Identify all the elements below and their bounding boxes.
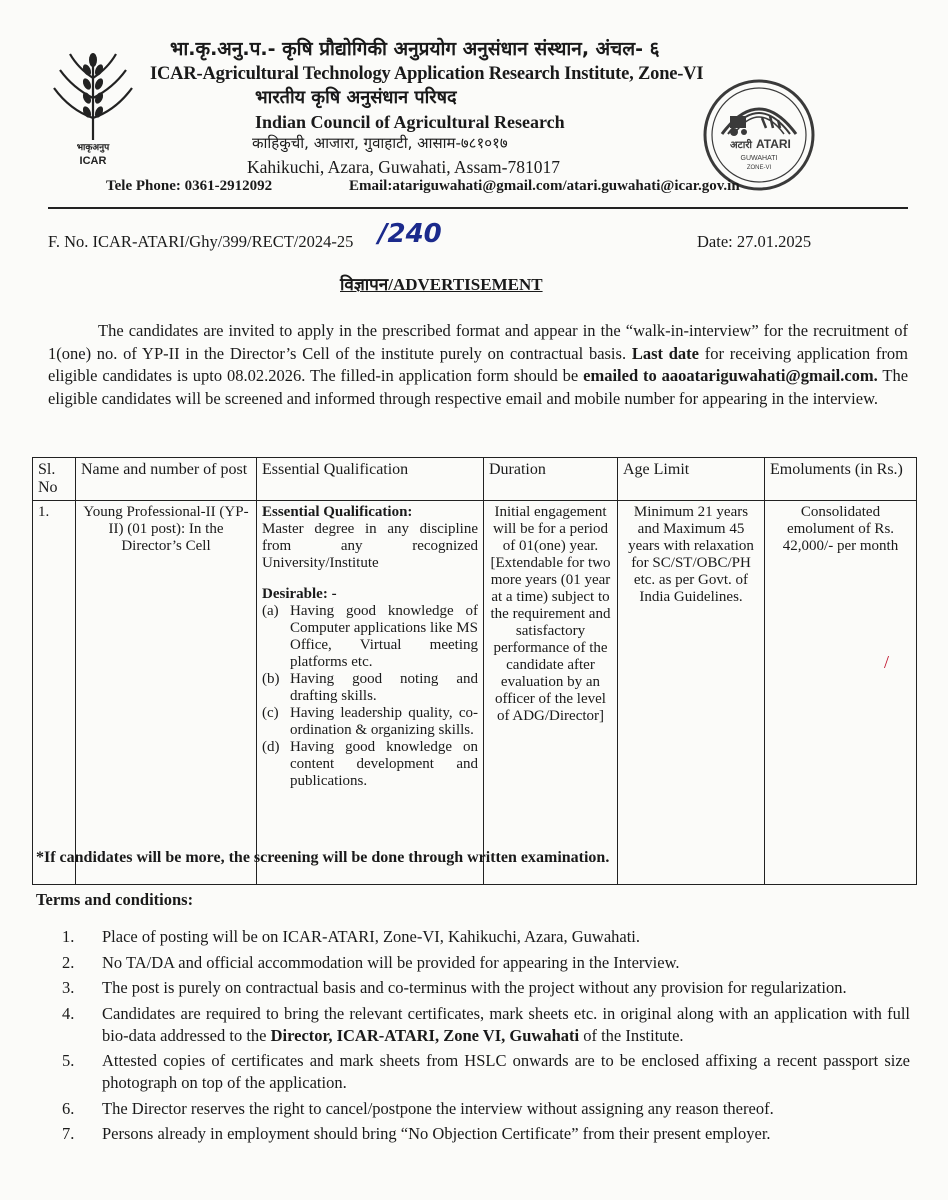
logo-left-hindi: भाकृअनुप — [76, 143, 110, 153]
logo-left-text: ICAR — [79, 155, 107, 167]
advertisement-title: विज्ञापन/ADVERTISEMENT — [340, 275, 543, 294]
list-item — [262, 705, 478, 739]
hindi-council-name: भारतीय कृषि अनुसंधान परिषद — [255, 87, 457, 108]
term-text: Attested copies of certificates and mark sheets from HSLC onwards are to be enclosed affixing a recent passport size photograph on top of the application. — [102, 1051, 910, 1092]
intro-bold-1: Last date — [631, 343, 699, 363]
desirable-title: Desirable: - — [262, 586, 337, 602]
desirable-mark: (b) — [262, 671, 280, 687]
list-item — [62, 1003, 910, 1047]
file-number: F. No. ICAR-ATARI/Ghy/399/RECT/2024-25 — [48, 232, 354, 251]
term-text: Place of posting will be on ICAR-ATARI, Zone-VI, Kahikuchi, Azara, Guwahati. — [102, 927, 641, 946]
telephone: Tele Phone: 0361-2912092 — [106, 178, 273, 194]
atari-seal-icon — [700, 76, 818, 194]
qual-title: Essential Qualification: — [262, 504, 413, 520]
term-text — [102, 1003, 910, 1047]
cell-sl: 1. — [33, 501, 76, 885]
desirable-text: Having good knowledge of Computer applications like MS Office, Virtual meeting platforms etc. — [290, 603, 478, 670]
list-item — [62, 1123, 910, 1145]
list-item — [262, 603, 478, 671]
list-item — [62, 1050, 910, 1094]
term-number: 3. — [62, 978, 75, 997]
address: Kahikuchi, Azara, Guwahati, Assam-781017 — [247, 157, 560, 177]
term-bold: Director, ICAR-ATARI, Zone VI, Guwahati — [270, 1025, 580, 1045]
council-name: Indian Council of Agricultural Research — [255, 112, 565, 132]
hindi-institute-name: भा.कृ.अनु.प.- कृषि प्रौद्योगिकी अनुप्रयोग अनुसंधान संस्थान, अंचल- ६ — [170, 38, 660, 60]
header-qualification: Essential Qualification — [257, 458, 484, 501]
hindi-address: काहिकुची, आजारा, गुवाहाटी, आसाम-७८१०१७ — [252, 134, 508, 152]
list-item — [262, 671, 478, 705]
desirable-list — [262, 603, 478, 790]
term-text-part: Candidates are required to bring the relevant certificates, mark sheets etc. in original along with an application with full bio-data addressed to the — [102, 1003, 910, 1045]
terms-list — [62, 926, 910, 1149]
terms-title: Terms and conditions: — [36, 890, 194, 909]
red-pen-mark: / — [884, 652, 890, 672]
header-age: Age Limit — [618, 458, 765, 501]
atari-logo — [700, 76, 818, 194]
desirable-text: Having good knowledge on content development and publications. — [290, 739, 478, 789]
term-text: The post is purely on contractual basis and co-terminus with the project without any provision for regularization. — [102, 978, 847, 997]
list-item — [62, 952, 910, 974]
table-row — [33, 501, 917, 885]
header-emoluments: Emoluments (in Rs.) — [765, 458, 917, 501]
desirable-text: Having good noting and drafting skills. — [290, 671, 478, 704]
intro-text-1: The candidates are invited to apply in the prescribed format and appear in the “walk-in-interview” for the recruitment of 1(one) no. of YP-II in the Director’s Cell of the institute purely on contractual basis. — [48, 321, 908, 363]
intro-text-2: for receiving application from eligible candidates is upto 08.02.2026. The filled-in application form should be — [48, 343, 908, 385]
header-sl: Sl. No — [33, 458, 76, 501]
cell-emoluments: Consolidated emolument of Rs. 42,000/- per month — [765, 501, 917, 885]
list-item — [62, 1098, 910, 1120]
cell-qualification — [257, 501, 484, 885]
term-text: No TA/DA and official accommodation will be provided for appearing in the Interview. — [102, 952, 680, 972]
qual-text: Master degree in any discipline from any recognized University/Institute — [262, 521, 478, 571]
intro-text-3: The eligible candidates will be screened and informed through respective email and mobile number for appearing in the interview. — [48, 366, 909, 408]
term-text-after: of the Institute. — [579, 1025, 684, 1045]
desirable-mark: (a) — [262, 603, 279, 619]
email-line: Email:atariguwahati@gmail.com/atari.guwahati@icar.gov.in — [349, 178, 740, 194]
list-item — [62, 977, 910, 999]
cell-duration: Initial engagement will be for a period of 01(one) year. [Extendable for two more years (01 year at a time) subject to the requirement and satisfactory performance of the candidate after evaluation by an officer of the level of ADG/Director] — [484, 501, 618, 885]
logo-right-text: ATARI — [756, 137, 791, 151]
term-number: 4. — [62, 1003, 75, 1023]
term-number: 2. — [62, 952, 75, 972]
term-text: Persons already in employment should bring “No Objection Certificate” from their present employer. — [102, 1124, 771, 1143]
logo-right-hindi: अटारी — [730, 140, 752, 151]
intro-paragraph — [48, 320, 908, 410]
wheat-emblem-icon — [48, 48, 138, 168]
term-number: 5. — [62, 1051, 75, 1070]
desirable-mark: (d) — [262, 739, 280, 755]
desirable-mark: (c) — [262, 705, 279, 721]
list-item — [262, 739, 478, 790]
icar-logo — [48, 48, 138, 168]
term-number: 6. — [62, 1098, 75, 1118]
issue-date: Date: 27.01.2025 — [697, 232, 812, 251]
handwritten-number: /240 — [378, 219, 442, 249]
term-text: The Director reserves the right to cancel/postpone the interview without assigning any reason thereof. — [102, 1098, 774, 1118]
logo-right-zone: ZONE-VI — [746, 165, 772, 171]
intro-email: emailed to aaoatariguwahati@gmail.com. — [583, 366, 878, 385]
list-item — [62, 926, 910, 948]
vacancy-table — [32, 457, 917, 885]
cell-age: Minimum 21 years and Maximum 45 years with relaxation for SC/ST/OBC/PH etc. as per Govt. of India Guidelines. — [618, 501, 765, 885]
header-post: Name and number of post — [76, 458, 257, 501]
desirable-text: Having leadership quality, co-ordination & organizing skills. — [290, 705, 478, 738]
table-header-row — [33, 458, 917, 501]
header-divider — [48, 207, 908, 209]
term-number: 7. — [62, 1124, 75, 1143]
screening-note: *If candidates will be more, the screening will be done through written examination. — [36, 849, 610, 866]
logo-right-sub: GUWAHATI — [740, 155, 778, 162]
cell-post: Young Professional-II (YP-II) (01 post): In the Director’s Cell — [76, 501, 257, 885]
institute-name: ICAR-Agricultural Technology Application Research Institute, Zone-VI — [150, 64, 704, 84]
term-number: 1. — [62, 927, 75, 946]
header-duration: Duration — [484, 458, 618, 501]
